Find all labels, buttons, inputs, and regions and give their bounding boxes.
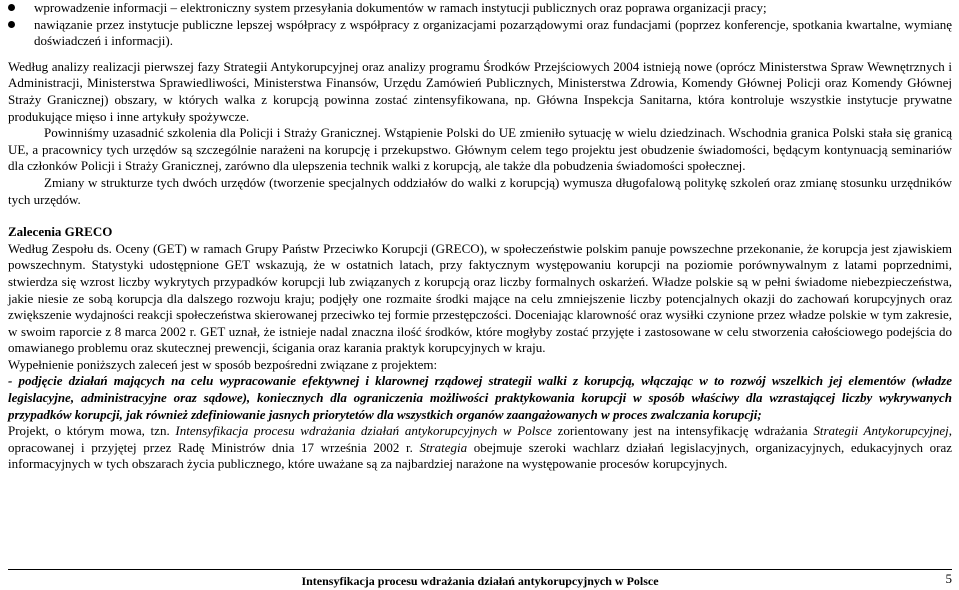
section-heading: Zalecenia GRECO: [8, 224, 113, 240]
footer-title: Intensyfikacja procesu wdrażania działań antykorupcyjnych w Polsce: [301, 574, 659, 588]
paragraph-project: [8, 423, 952, 473]
footer-divider: [8, 569, 952, 570]
paragraph-structure-changes: Zmiany w strukturze tych dwóch urzędów (tworzenie specjalnych oddziałów do walki z korupcją) wymusza długofalową politykę szkoleń oraz zmianę stosunku urzędników tych urzędów.: [8, 174, 952, 207]
paragraph-recommendation: - podjęcie działań mających na celu wypracowanie efektywnej i klarownej rządowej strategii walki z korupcją, włączając w to rozwój wszelkich jej elementów (władze legislacyjne, administracyjne oraz sądowe), koniecznych dla ograniczenia możliwości praktykowania korupcji w sposób właściwy dla wzrastającej liczby wykrywanych przypadków korupcji, jak również zdefiniowanie jasnych priorytetów dla wszystkich organów zaangażowanych w proces zwalczania korupcji;: [8, 373, 952, 422]
paragraph-greco: Według Zespołu ds. Oceny (GET) w ramach Grupy Państw Przeciwko Korupcji (GRECO), w społeczeństwie polskim panuje powszechne przekonanie, że korupcja jest zjawiskiem powszechnym. Statystyki udostępnione GET wskazują, że w ostatnich latach, przy faktycznym występowaniu korupcji na poziomie porównywalnym z latami poprzednimi, stwierdza się wzrost liczby wykrytych przypadków korupcji lub związanych z korupcją oraz liczby formalnych oskarżeń. Władze polskie są w pełni świadome niebezpieczeństwa, jakie niesie ze sobą korupcja dla dalszego rozwoju kraju; podjęły one rozmaite środki mające na celu zmniejszenie liczby potencjalnych okazji do zachowań korupcyjnych oraz zwiększenie wydajności reakcji społeczeństwa skierowanej przeciwko tej formie przestępczości. Doceniając klarowność oraz wysiłki czynione przez władze polskie w tym zakresie, w swoim raporcie z 8 marca 2002 r. GET uznał, że istnieje nadal znaczna ilość środków, które mogłyby zostać przyjęte i zastosowane w celu stworzenia całościowego podejścia do omawianego problemu oraz skutecznej prewencji, ścigania oraz karania praktyk korupcyjnych w kraju.: [8, 240, 952, 356]
bullet-item: [8, 0, 952, 17]
strategy-word: Strategia: [419, 439, 468, 455]
project-text: , opracowanej i przyjętej przez Radę Ministrów dnia 17 września 2002 r.: [8, 423, 952, 455]
project-text: Projekt, o którym mowa, tzn.: [8, 423, 176, 439]
project-text: zorientowany jest na intensyfikację wdrażania: [551, 423, 814, 439]
paragraph-recommendations-intro: Wypełnienie poniższych zaleceń jest w sposób bezpośredni związane z projektem:: [8, 356, 438, 372]
bullet-list: [8, 0, 952, 50]
bullet-text: nawiązanie przez instytucje publiczne lepszej współpracy z współpracy z organizacjami pozarządowymi oraz fundacjami (poprzez konferencje, spotkania kwartalne, wymianę doświadczeń i informacji).: [34, 16, 952, 49]
project-text: obejmuje szeroki wachlarz działań legislacyjnych, organizacyjnych, edukacyjnych oraz informacyjnych w tych obszarach życia publicznego, które uważane są za najbardziej narażone na występowanie procesów korupcyjnych.: [8, 439, 952, 472]
bullet-item: [8, 17, 952, 50]
paragraph-analysis: Według analizy realizacji pierwszej fazy Strategii Antykorupcyjnej oraz analizy programu Środków Przejściowych 2004 istnieją nowe (oprócz Ministerstwa Spraw Wewnętrznych i Administracji, Ministerstwa Sprawiedliwości, Ministerstwa Finansów, Urzędu Zamówień Publicznych, Ministerstwa Zdrowia, Komendy Głównej Policji oraz Komendy Głównej Straży Granicznej) obszary, w których walka z korupcją powinna zostać zintensyfikowana, np. Główna Inspekcja Sanitarna, która kontroluje wszystkie instytucje prywatne produkujące mięso i inne artykuły spożywcze.: [8, 58, 952, 124]
paragraph-training: Powinniśmy uzasadnić szkolenia dla Policji i Straży Granicznej. Wstąpienie Polski do UE zmieniło sytuację w wielu dziedzinach. Wschodnia granica Polski stała się granicą UE, a pracownicy tych urzędów są szczególnie narażeni na korupcję i przekupstwo. Głównym celem tego projektu jest obudzenie świadomości, będącym kontynuacją seminariów dla członków Policji i Straży Granicznej, zarówno dla ulepszenia technik walki z korupcją, ale także dla pobudzenia świadomości społecznej.: [8, 125, 952, 174]
project-title: Intensyfikacja procesu wdrażania działań antykorupcyjnych w Polsce: [175, 423, 552, 439]
document-page: [8, 0, 952, 588]
strategy-name: Strategii Antykorupcyjnej: [813, 423, 949, 439]
bullet-dot-icon: [8, 21, 15, 28]
bullet-dot-icon: [8, 4, 15, 11]
bullet-text: wprowadzenie informacji – elektroniczny system przesyłania dokumentów w ramach instytucji publicznych oraz poprawa organizacji pracy;: [34, 0, 767, 15]
page-number: 5: [945, 571, 952, 586]
